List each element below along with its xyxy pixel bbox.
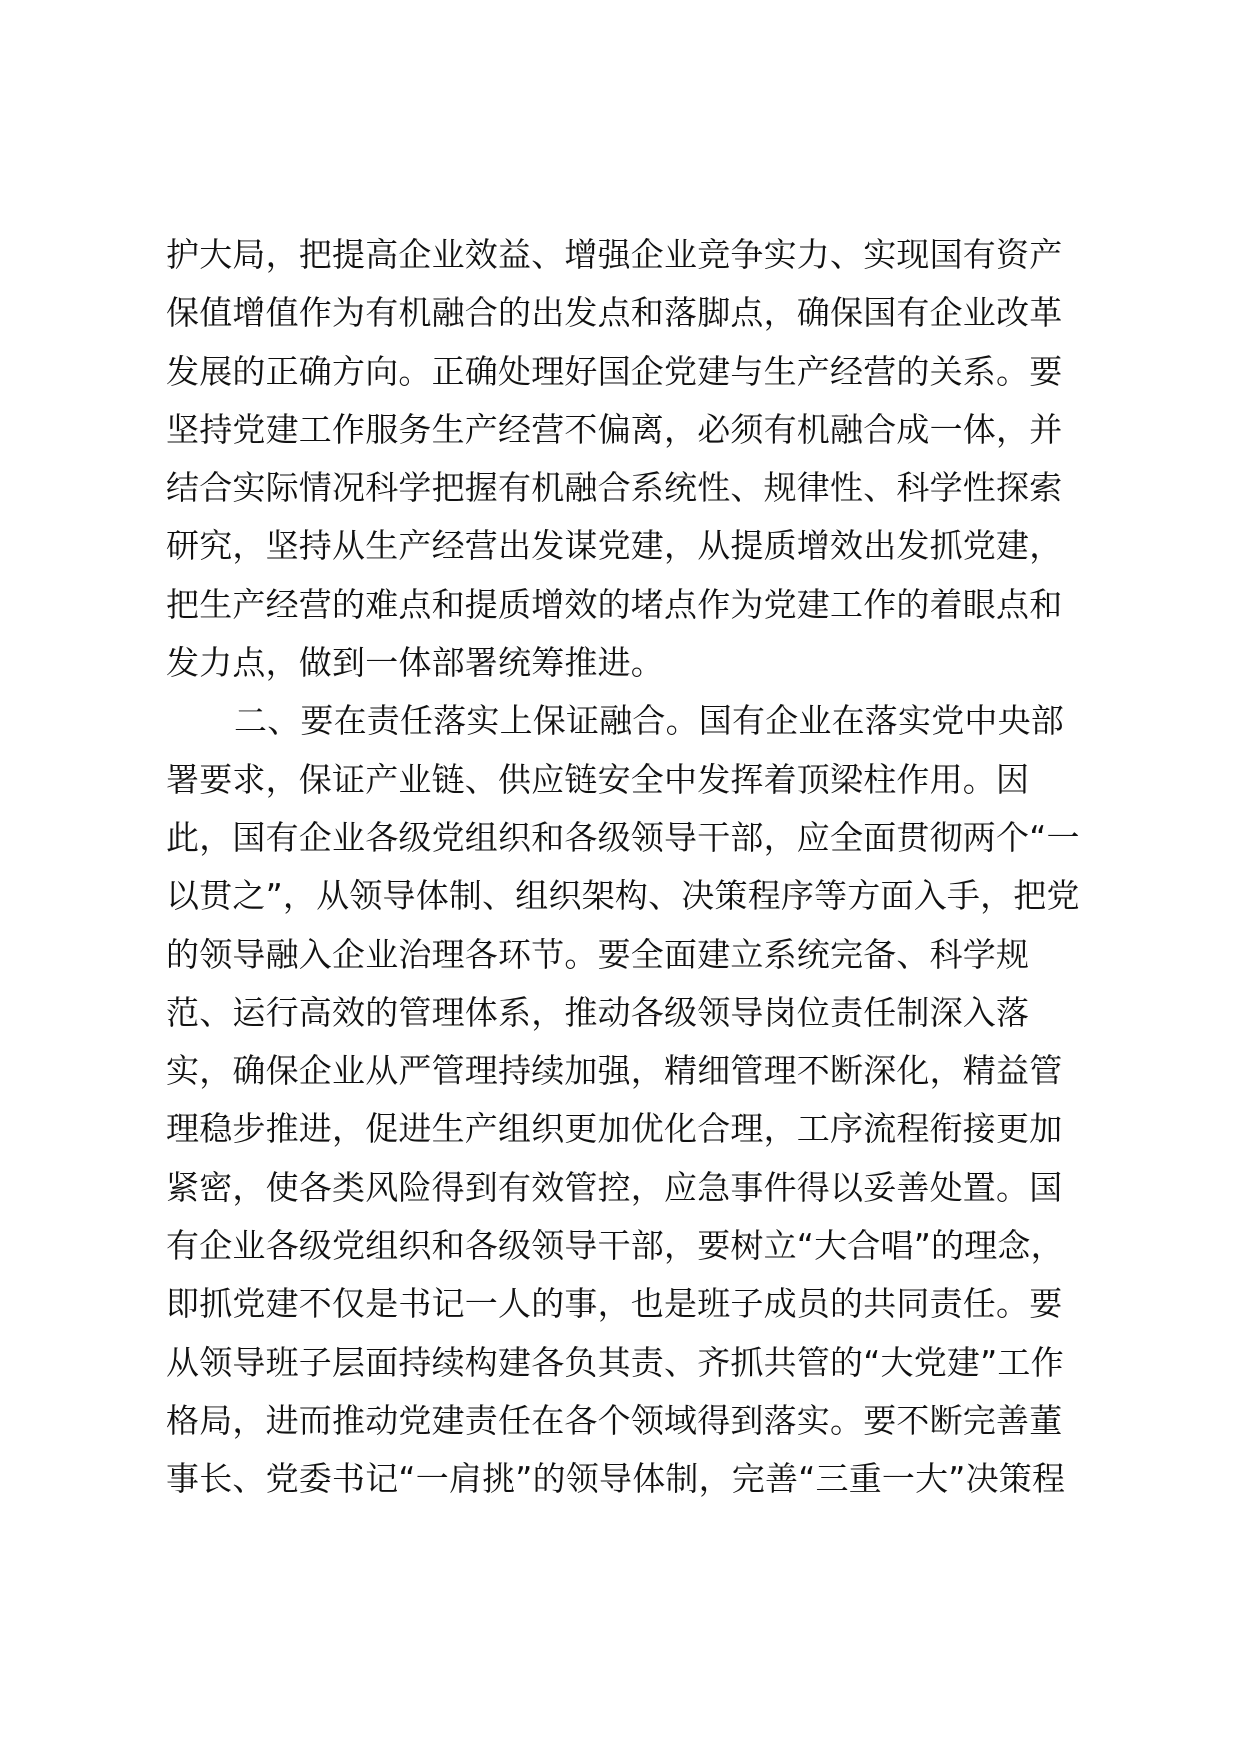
text-line: 研究，坚持从生产经营出发谋党建，从提质增效出发抓党建， bbox=[166, 526, 1063, 566]
paragraph-start-line: 二、要在责任落实上保证融合。国有企业在落实党中央部 bbox=[234, 701, 1064, 741]
text-line: 有企业各级党组织和各级领导干部，要树立“大合唱”的理念， bbox=[166, 1226, 1064, 1266]
text-line: 保值增值作为有机融合的出发点和落脚点，确保国有企业改革 bbox=[166, 293, 1063, 333]
text-line: 的领导融入企业治理各环节。要全面建立系统完备、科学规 bbox=[166, 934, 1030, 974]
text-line: 理稳步推进，促进生产组织更加优化合理，工序流程衔接更加 bbox=[166, 1109, 1063, 1149]
text-line: 实，确保企业从严管理持续加强，精细管理不断深化，精益管 bbox=[166, 1051, 1063, 1091]
text-line: 格局，进而推动党建责任在各个领域得到落实。要不断完善董 bbox=[166, 1400, 1063, 1440]
text-line: 把生产经营的难点和提质增效的堵点作为党建工作的着眼点和 bbox=[166, 584, 1063, 624]
text-line: 范、运行高效的管理体系，推动各级领导岗位责任制深入落 bbox=[166, 992, 1030, 1032]
text-line: 事长、党委书记“一肩挑”的领导体制，完善“三重一大”决策程 bbox=[166, 1459, 1066, 1499]
text-line: 发力点，做到一体部署统筹推进。 bbox=[166, 643, 664, 683]
body-text bbox=[166, 226, 1086, 1509]
text-line: 结合实际情况科学把握有机融合系统性、规律性、科学性探索 bbox=[166, 468, 1063, 508]
text-line: 发展的正确方向。正确处理好国企党建与生产经营的关系。要 bbox=[166, 351, 1063, 391]
text-line: 以贯之”，从领导体制、组织架构、决策程序等方面入手，把党 bbox=[166, 876, 1080, 916]
text-line: 从领导班子层面持续构建各负其责、齐抓共管的“大党建”工作 bbox=[166, 1342, 1064, 1382]
text-line: 署要求，保证产业链、供应链安全中发挥着顶梁柱作用。因 bbox=[166, 759, 1030, 799]
text-line: 此，国有企业各级党组织和各级领导干部，应全面贯彻两个“一 bbox=[166, 817, 1080, 857]
text-line: 紧密，使各类风险得到有效管控，应急事件得以妥善处置。国 bbox=[166, 1167, 1063, 1207]
text-line: 护大局，把提高企业效益、增强企业竞争实力、实现国有资产 bbox=[166, 235, 1063, 274]
text-line: 坚持党建工作服务生产经营不偏离，必须有机融合成一体，并 bbox=[166, 409, 1063, 449]
text-line: 即抓党建不仅是书记一人的事，也是班子成员的共同责任。要 bbox=[166, 1284, 1063, 1324]
